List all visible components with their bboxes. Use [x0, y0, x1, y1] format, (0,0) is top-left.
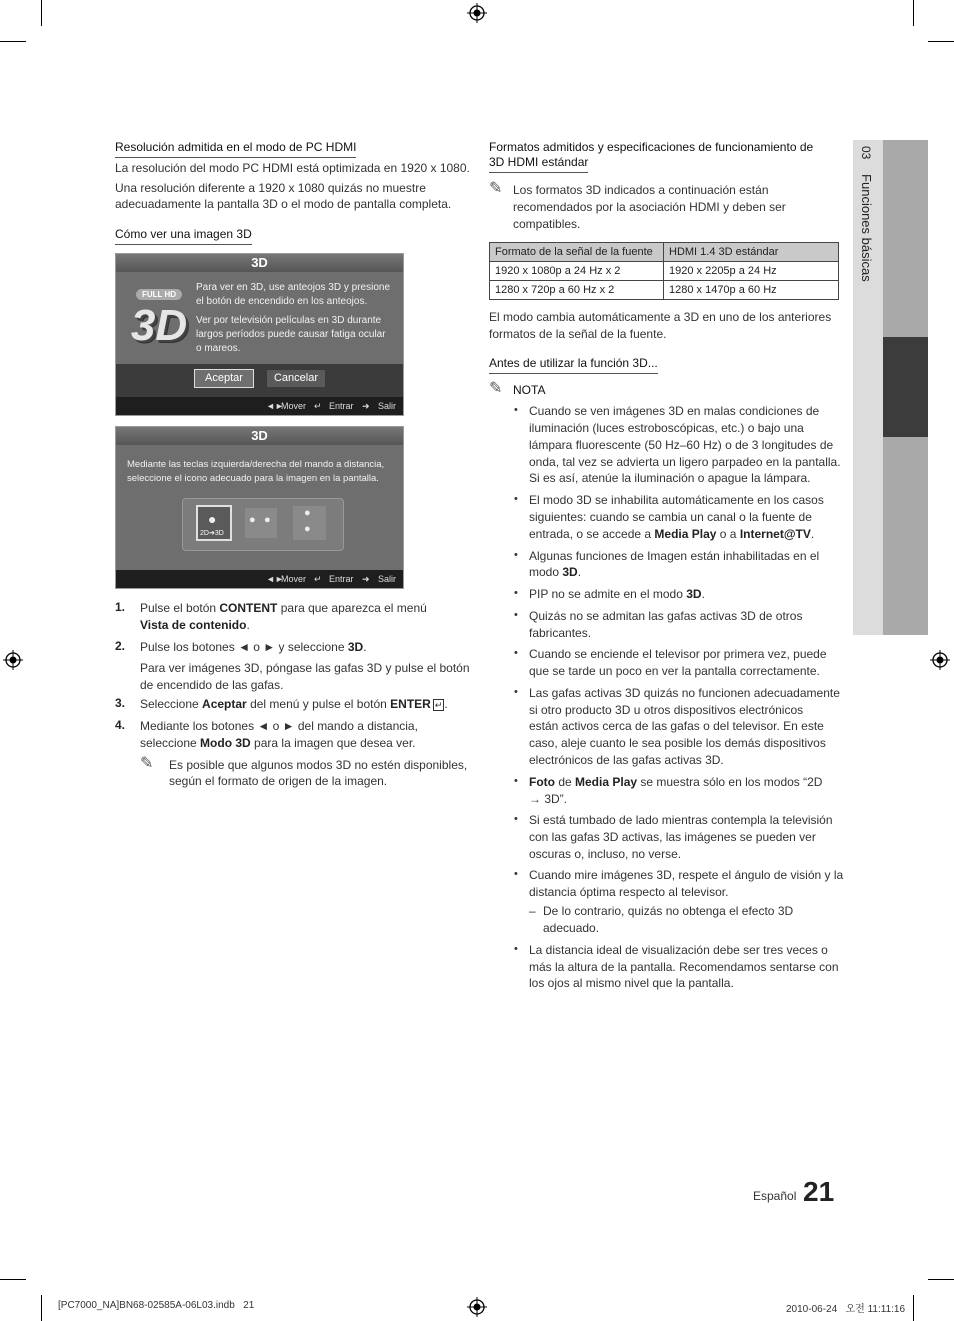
- list-item: más la altura de la pantalla. Recomendamos sentarse con: [529, 960, 839, 974]
- person-icon: ●: [208, 511, 217, 527]
- osd-3d-mode-selector: [115, 426, 404, 589]
- crop-mark: [41, 1295, 42, 1321]
- bullet-icon: •: [514, 609, 518, 621]
- osd-title: 3D: [116, 254, 403, 272]
- osd-text: el botón de encendido en los anteojos.: [196, 296, 368, 307]
- note-pencil-icon: ✎: [489, 380, 503, 397]
- osd-text: Mediante las teclas izquierda/derecha del mando a distancia,: [127, 459, 385, 470]
- list-item: Si es así, atenúe la iluminación o apague la lámpara.: [529, 471, 811, 485]
- formats-table: [489, 242, 839, 300]
- crop-mark: [928, 41, 954, 42]
- step-text: [140, 735, 416, 752]
- step-number: 1.: [115, 600, 126, 614]
- list-item: Cuando se enciende el televisor por primera vez, puede: [529, 647, 827, 661]
- text: .: [577, 565, 582, 579]
- bold-text: Vista de contenido: [140, 618, 247, 632]
- footer-enter: Entrar: [329, 401, 354, 411]
- exit-icon: ➜: [362, 574, 370, 584]
- osd-footer: [116, 397, 403, 415]
- mode-top-bottom-icon[interactable]: [293, 506, 326, 540]
- list-item: iluminación (luces estroboscópicas, etc.) o bajo una: [529, 421, 804, 435]
- list-item: [529, 586, 705, 603]
- mode-2d-to-3d-icon[interactable]: [196, 505, 232, 541]
- footer-exit: Salir: [378, 401, 397, 411]
- note-text: según el formato de origen de la imagen.: [169, 774, 388, 788]
- list-item: distancia óptima respecto al televisor.: [529, 885, 729, 899]
- arrows-icon: ◄►: [266, 401, 284, 411]
- list-item: oscuras o, incluso, no verse.: [529, 847, 682, 861]
- person-icon: ●: [264, 514, 271, 526]
- text: .: [444, 697, 448, 711]
- crop-mark: [0, 1279, 26, 1280]
- osd-text: seleccione el icono adecuado para la imagen en la pantalla.: [127, 473, 379, 484]
- dash-marker: –: [529, 904, 536, 918]
- paragraph: adecuadamente la pantalla 3D o el modo de pantalla completa.: [115, 197, 452, 211]
- list-item: con las gafas 3D activas, las imágenes se pueden ver: [529, 830, 816, 844]
- list-item: [529, 526, 814, 543]
- list-item: Algunas funciones de Imagen están inhabilitadas en el: [529, 549, 820, 563]
- bullet-icon: •: [514, 943, 518, 955]
- footer-move: Mover: [281, 401, 307, 411]
- footer-enter: Entrar: [329, 574, 354, 584]
- bullet-icon: •: [514, 686, 518, 698]
- table-cell: 1280 x 720p a 60 Hz x 2: [490, 281, 664, 300]
- section-heading-before-3d: Antes de utilizar la función 3D...: [489, 356, 658, 374]
- crop-mark: [928, 1279, 954, 1280]
- osd-text: largos períodos puede causar fatiga ocular: [196, 329, 386, 340]
- note-text: Los formatos 3D indicados a continuación están: [513, 183, 769, 197]
- nota-label: NOTA: [513, 383, 546, 397]
- person-icon: ●: [249, 514, 256, 526]
- bullet-icon: •: [514, 549, 518, 561]
- list-item: los ojos al mismo nivel que la pantalla.: [529, 976, 734, 990]
- accept-button[interactable]: Aceptar: [194, 369, 254, 388]
- person-icon: ●: [304, 523, 311, 535]
- crop-mark: [913, 0, 914, 26]
- osd-3d-warning-dialog: [115, 253, 404, 416]
- table-cell: 1920 x 1080p a 24 Hz x 2: [490, 262, 664, 281]
- list-item: Cuando mire imágenes 3D, respete el ángulo de visión y la: [529, 868, 844, 882]
- bullet-icon: •: [514, 868, 518, 880]
- footer-exit: Salir: [378, 574, 397, 584]
- crop-mark: [0, 41, 26, 42]
- osd-text: Ver por televisión películas en 3D durante: [196, 315, 382, 326]
- osd-footer: [116, 570, 403, 588]
- mode-side-by-side-icon[interactable]: [245, 508, 277, 538]
- text: Pulse los botones ◄ o ► y seleccione: [140, 640, 348, 654]
- cancel-button[interactable]: Cancelar: [267, 370, 325, 387]
- sub-item: De lo contrario, quizás no obtenga el efecto 3D: [543, 904, 794, 918]
- text: o a: [716, 527, 740, 541]
- note-pencil-icon: ✎: [489, 180, 503, 197]
- bullet-icon: •: [514, 647, 518, 659]
- list-item: [529, 774, 822, 791]
- list-item: El modo 3D se inhabilita automáticamente en los casos: [529, 493, 824, 507]
- text: Seleccione: [140, 697, 203, 711]
- file-info: [PC7000_NA]BN68-02585A-06L03.indb 21: [58, 1300, 255, 1311]
- text: del menú y pulse el botón: [246, 697, 391, 711]
- chapter-tab-active: [883, 337, 928, 437]
- chapter-label: [858, 146, 874, 296]
- step-text: [140, 617, 250, 634]
- text: para que aparezca el menú: [277, 601, 427, 615]
- list-item: Cuando se ven imágenes 3D en malas condiciones de: [529, 404, 820, 418]
- text: se muestra sólo en los modos “2D: [637, 775, 823, 789]
- step-number: 3.: [115, 696, 126, 710]
- sub-item: adecuado.: [543, 921, 600, 935]
- list-item: que se tarde un poco en ver la pantalla correctamente.: [529, 664, 820, 678]
- text: de: [555, 775, 576, 789]
- mode-label: 2D➔3D: [200, 530, 224, 537]
- arrows-icon: ◄►: [266, 574, 284, 584]
- registration-mark-icon: [930, 650, 950, 670]
- exit-icon: ➜: [362, 401, 370, 411]
- bold-text: 3D: [347, 640, 364, 654]
- paragraph: Una resolución diferente a 1920 x 1080 quizás no muestre: [115, 181, 426, 195]
- registration-mark-icon: [467, 1297, 487, 1317]
- bold-text: Media Play: [575, 775, 638, 789]
- list-item: Si está tumbado de lado mientras contempla la televisión: [529, 813, 833, 827]
- table-row: [490, 262, 839, 281]
- text: .: [810, 527, 815, 541]
- step-number: 2.: [115, 639, 126, 653]
- language-label: Español: [753, 1189, 797, 1203]
- table-header: Formato de la señal de la fuente: [490, 243, 664, 262]
- list-item: caso, aleje cuanto le sea posible los demás dispositivos: [529, 736, 826, 750]
- list-item: Las gafas activas 3D quizás no funcionen adecuadamente: [529, 686, 840, 700]
- list-item: siguientes: cuando se cambia un canal o la fuente de: [529, 510, 812, 524]
- bold-text: ENTER: [390, 697, 431, 711]
- list-item: onda, tal vez se advierta un ligero parpadeo en la pantalla.: [529, 455, 841, 469]
- text: PIP no se admite en el modo: [529, 587, 687, 601]
- list-item: fabricantes.: [529, 626, 592, 640]
- step-text: Para ver imágenes 3D, póngase las gafas 3D y pulse el botón: [140, 661, 470, 675]
- enter-icon: ↵: [314, 401, 322, 411]
- page-number: 21: [803, 1176, 835, 1207]
- bullet-icon: •: [514, 813, 518, 825]
- section-heading-formats: 3D HDMI estándar: [489, 155, 588, 173]
- step-text: [140, 696, 448, 713]
- list-item: → 3D”.: [529, 792, 568, 806]
- osd-title: 3D: [116, 427, 403, 445]
- crop-mark: [913, 1295, 914, 1321]
- date-info: 2010-06-24 오전 11:11:16: [786, 1304, 906, 1315]
- step-text: Mediante los botones ◄ o ► del mando a distancia,: [140, 719, 418, 733]
- list-item: están activos cerca de las gafas o del televisor. En este: [529, 719, 824, 733]
- bold-text: 3D: [562, 565, 578, 579]
- text: .: [701, 587, 705, 601]
- paragraph: La resolución del modo PC HDMI está optimizada en 1920 x 1080.: [115, 161, 470, 175]
- bold-text: Media Play: [654, 527, 717, 541]
- list-item: La distancia ideal de visualización debe ser tres veces o: [529, 943, 828, 957]
- note-text: recomendados por la asociación HDMI y deben ser: [513, 200, 786, 214]
- text: modo: [529, 565, 563, 579]
- step-text: [140, 639, 367, 656]
- bold-text: CONTENT: [219, 601, 278, 615]
- bullet-icon: •: [514, 775, 518, 787]
- osd-text: o mareos.: [196, 343, 241, 354]
- step-text: [140, 600, 427, 617]
- note-pencil-icon: ✎: [140, 755, 154, 772]
- step-number: 4.: [115, 718, 126, 732]
- 3d-logo-icon: 3D: [130, 301, 188, 350]
- step-text: de encendido de las gafas.: [140, 678, 284, 692]
- note-text: compatibles.: [513, 217, 581, 231]
- list-item: Quizás no se admitan las gafas activas 3D de otros: [529, 609, 803, 623]
- text: .: [246, 618, 250, 632]
- section-heading-pc-hdmi: Resolución admitida en el modo de PC HDMI: [115, 140, 356, 158]
- crop-mark: [41, 0, 42, 26]
- footer-move: Mover: [281, 574, 307, 584]
- chapter-title: Funciones básicas: [859, 174, 874, 282]
- section-heading-formats: Formatos admitidos y especificaciones de funcionamiento de: [489, 140, 814, 154]
- bullet-icon: •: [514, 404, 518, 416]
- chapter-tab-strip: [883, 140, 928, 337]
- enter-icon: ↵: [434, 700, 443, 710]
- text: Pulse el botón: [140, 601, 220, 615]
- bold-text: Modo 3D: [200, 736, 251, 750]
- table-cell: 1920 x 2205p a 24 Hz: [664, 262, 839, 281]
- table-header-row: [490, 243, 839, 262]
- paragraph: formatos de la señal de la fuente.: [489, 327, 667, 341]
- osd-text: Para ver en 3D, use anteojos 3D y presione: [196, 282, 390, 293]
- text: para la imagen que desea ver.: [250, 736, 416, 750]
- bold-text: Aceptar: [202, 697, 247, 711]
- bold-text: Internet@TV: [739, 527, 811, 541]
- registration-mark-icon: [467, 3, 487, 23]
- registration-mark-icon: [3, 650, 23, 670]
- person-icon: ●: [304, 507, 311, 519]
- bold-text: 3D: [686, 587, 702, 601]
- text: seleccione: [140, 736, 201, 750]
- list-item: [529, 564, 581, 581]
- text: .: [363, 640, 367, 654]
- list-item: lámpara fluorescente (50 Hz–60 Hz) o de 3 longitudes de: [529, 438, 834, 452]
- list-item: electrónicos de las gafas activas 3D.: [529, 753, 724, 767]
- bullet-icon: •: [514, 493, 518, 505]
- paragraph: El modo cambia automáticamente a 3D en uno de los anteriores: [489, 310, 832, 324]
- bullet-icon: •: [514, 587, 518, 599]
- full-hd-badge: FULL HD: [136, 289, 182, 300]
- text: entrada, o se accede a: [529, 527, 655, 541]
- note-text: Es posible que algunos modos 3D no estén disponibles,: [169, 758, 468, 772]
- table-header: HDMI 1.4 3D estándar: [664, 243, 839, 262]
- table-cell: 1280 x 1470p a 60 Hz: [664, 281, 839, 300]
- table-row: [490, 281, 839, 300]
- enter-icon: ↵: [314, 574, 322, 584]
- bold-text: Foto: [529, 775, 555, 789]
- chapter-tab-strip: [883, 437, 928, 635]
- chapter-number: 03: [859, 146, 873, 160]
- osd-button-bar: [116, 364, 403, 397]
- section-heading-view-3d: Cómo ver una imagen 3D: [115, 227, 252, 245]
- list-item: si otro producto 3D u otros dispositivos electrónicos: [529, 703, 804, 717]
